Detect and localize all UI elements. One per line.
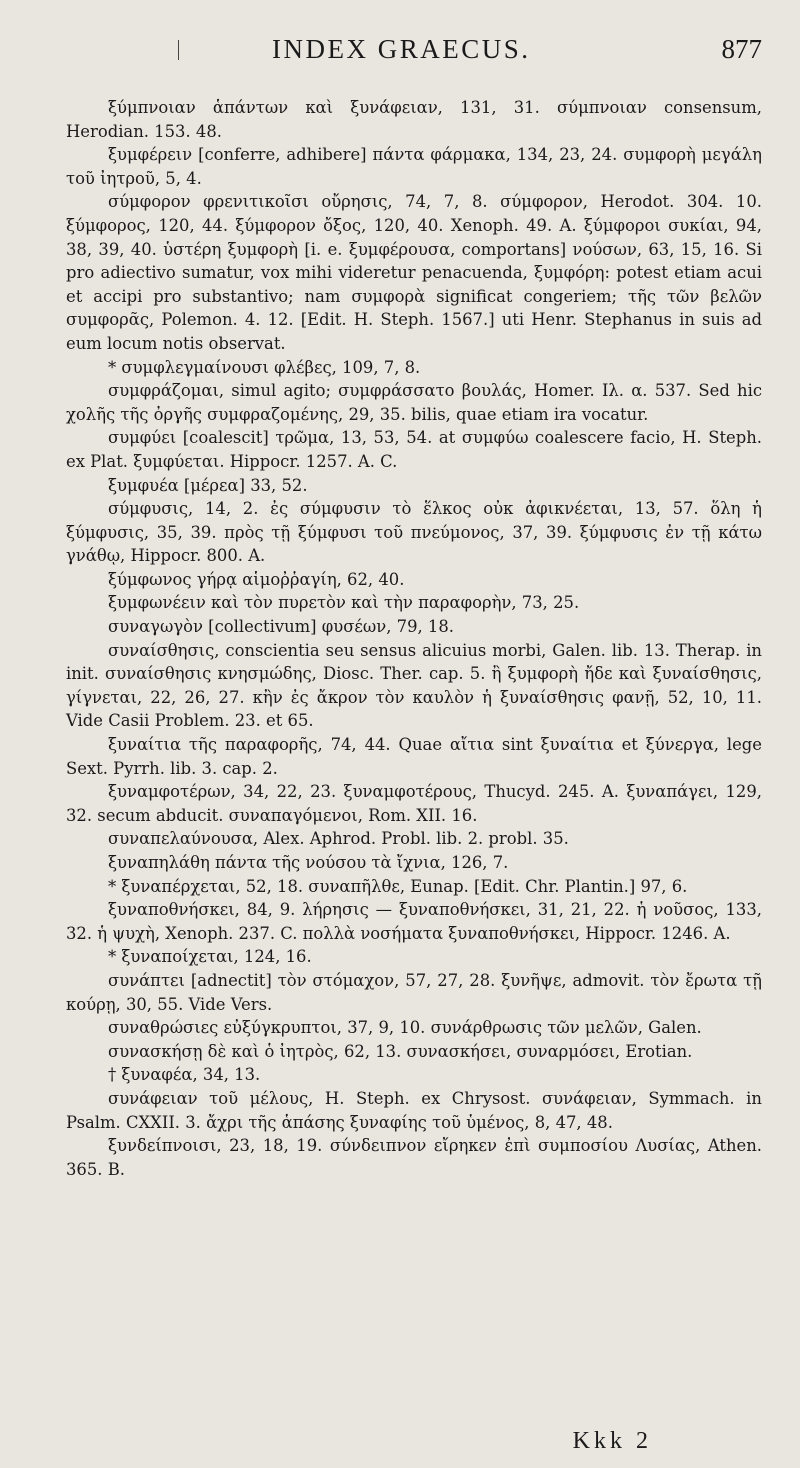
index-entry: ξυναίτια τῆς παραφορῆς, 74, 44. Quae αἴτια sint ξυναίτια et ξύνεργα, lege Sext. Pyrrh. lib. 3. cap. 2. <box>66 735 762 778</box>
signature-mark: Kkk 2 <box>572 1428 652 1454</box>
index-entry: συνασκήσῃ δὲ καὶ ὁ ἰητρὸς, 62, 13. συνασκήσει, συναρμόσει, Erotian. <box>108 1041 693 1061</box>
index-entry: ξυμφέρειν [conferre, adhibere] πάντα φάρμακα, 134, 23, 24. συμφορὴ μεγάλη τοῦ ἰητροῦ, 5, 4. <box>66 145 762 188</box>
index-entry: ξύμφωνος γήρᾳ αἱμοῤῥαγίη, 62, 40. <box>108 569 405 589</box>
index-entry: συμφράζομαι, simul agito; συμφράσσατο βουλάς, Homer. Ιλ. α. 537. Sed hic χολῆς τῆς ὀργῆς συμφραζομένης, 29, 35. bilis, quae etiam ira vocatur. <box>66 381 762 424</box>
index-entry: ξυναποθνήσκει, 84, 9. λήρησις — ξυναποθνήσκει, 31, 21, 22. ἡ νοῦσος, 133, 32. ἡ ψυχὴ, Xenoph. 237. C. πολλὰ νοσήματα ξυναποθνήσκει, Hippocr. 1246. A. <box>66 900 762 943</box>
index-entries <box>66 96 762 1181</box>
running-header <box>66 28 762 88</box>
index-entry: συμφύει [coalescit] τρῶμα, 13, 53, 54. at συμφύω coalescere facio, H. Steph. ex Plat. ξυμφύεται. Hippocr. 1257. A. C. <box>66 428 762 471</box>
index-entry: συναθρώσιες εὐξύγκρυπτοι, 37, 9, 10. συνάρθρωσις τῶν μελῶν, Galen. <box>108 1018 702 1038</box>
index-entry: συναπελαύνουσα, Alex. Aphrod. Probl. lib. 2. probl. 35. <box>108 829 569 849</box>
index-entry: * ξυναποίχεται, 124, 16. <box>108 947 312 967</box>
index-entry: † ξυναφέα, 34, 13. <box>108 1065 261 1085</box>
index-entry: ξυμφυέα [μέρεα] 33, 52. <box>108 475 308 495</box>
index-entry: ξυνδείπνοισι, 23, 18, 19. σύνδειπνον εἴρηκεν ἐπὶ συμποσίου Λυσίας, Athen. 365. B. <box>66 1136 762 1179</box>
index-entry: σύμφυσις, 14, 2. ἐς σύμφυσιν τὸ ἕλκος οὐκ ἀφικνέεται, 13, 57. ὅλη ἡ ξύμφυσις, 35, 39. πρὸς τῇ ξύμφυσι τοῦ πνεύμονος, 37, 39. ξύμφυσις ἐν τῇ κάτω γνάθῳ, Hippocr. 800. A. <box>66 499 762 566</box>
index-entry: συναίσθησις, conscientia seu sensus alicuius morbi, Galen. lib. 13. Therap. in init. συναίσθησις κνησμώδης, Diosc. Ther. cap. 5. ἢ ξυμφορὴ ἤδε καὶ ξυναίσθησις, γίγνεται, 22, 26, 27. κἢν ἐς ἄκρον τὸν καυλὸν ἡ ξυναίσθησις φανῇ, 52, 10, 11. Vide Casii Problem. 23. et 65. <box>66 640 762 731</box>
index-entry: * ξυναπέρχεται, 52, 18. συναπῆλθε, Eunap. [Edit. Chr. Plantin.] 97, 6. <box>108 876 688 896</box>
index-entry: σύμφορον φρενιτικοῖσι οὔρησις, 74, 7, 8. σύμφορον, Herodot. 304. 10. ξύμφορος, 120, 44. ξύμφορον ὄξος, 120, 40. Xenoph. 49. A. ξύμφοροι συκίαι, 94, 38, 39, 40. ὑστέρη ξυμφορὴ [i. e. ξυμφέρουσα, comportans] νούσων, 63, 15, 16. Si pro adiectivo sumatur, vox mihi videretur penacuenda, ξυμφόρη: potest etiam acui et accipi pro substantivo; nam συμφορὰ significat congeriem; τῆς τῶν βελῶν συμφορᾶς, Polemon. 4. 12. [Edit. H. Steph. 1567.] uti Henr. Stephanus in suis ad eum locum notis observat. <box>66 192 762 353</box>
running-title: INDEX GRAECUS. <box>272 34 531 64</box>
index-entry: συνάπτει [adnectit] τὸν στόμαχον, 57, 27, 28. ξυνῆψε, admovit. τὸν ἔρωτα τῇ κούρῃ, 30, 55. Vide Vers. <box>66 970 762 1014</box>
index-entry: ξύμπνοιαν ἁπάντων καὶ ξυνάφειαν, 131, 31. σύμπνοιαν consensum, Herodian. 153. 48. <box>66 98 762 141</box>
index-entry: ξυναπηλάθη πάντα τῆς νούσου τὰ ἴχνια, 126, 7. <box>108 853 509 872</box>
index-entry: ξυμφωνέειν καὶ τὸν πυρετὸν καὶ τὴν παραφορὴν, 73, 25. <box>108 593 580 613</box>
page-number: 877 <box>721 34 762 64</box>
index-entry: ξυναμφοτέρων, 34, 22, 23. ξυναμφοτέρους, Thucyd. 245. A. ξυναπάγει, 129, 32. secum abducit. συναπαγόμενοι, Rom. XII. 16. <box>66 782 762 825</box>
index-entry: συνάφειαν τοῦ μέλους, H. Steph. ex Chrysost. συνάφειαν, Symmach. in Psalm. CXXII. 3. ἄχρι τῆς ἁπάσης ξυναφίης τοῦ ὑμένος, 8, 47, 48. <box>66 1088 762 1132</box>
index-entry: * συμφλεγμαίνουσι φλέβες, 109, 7, 8. <box>108 357 421 377</box>
index-entry: συναγωγὸν [collectivum] φυσέων, 79, 18. <box>108 617 454 637</box>
